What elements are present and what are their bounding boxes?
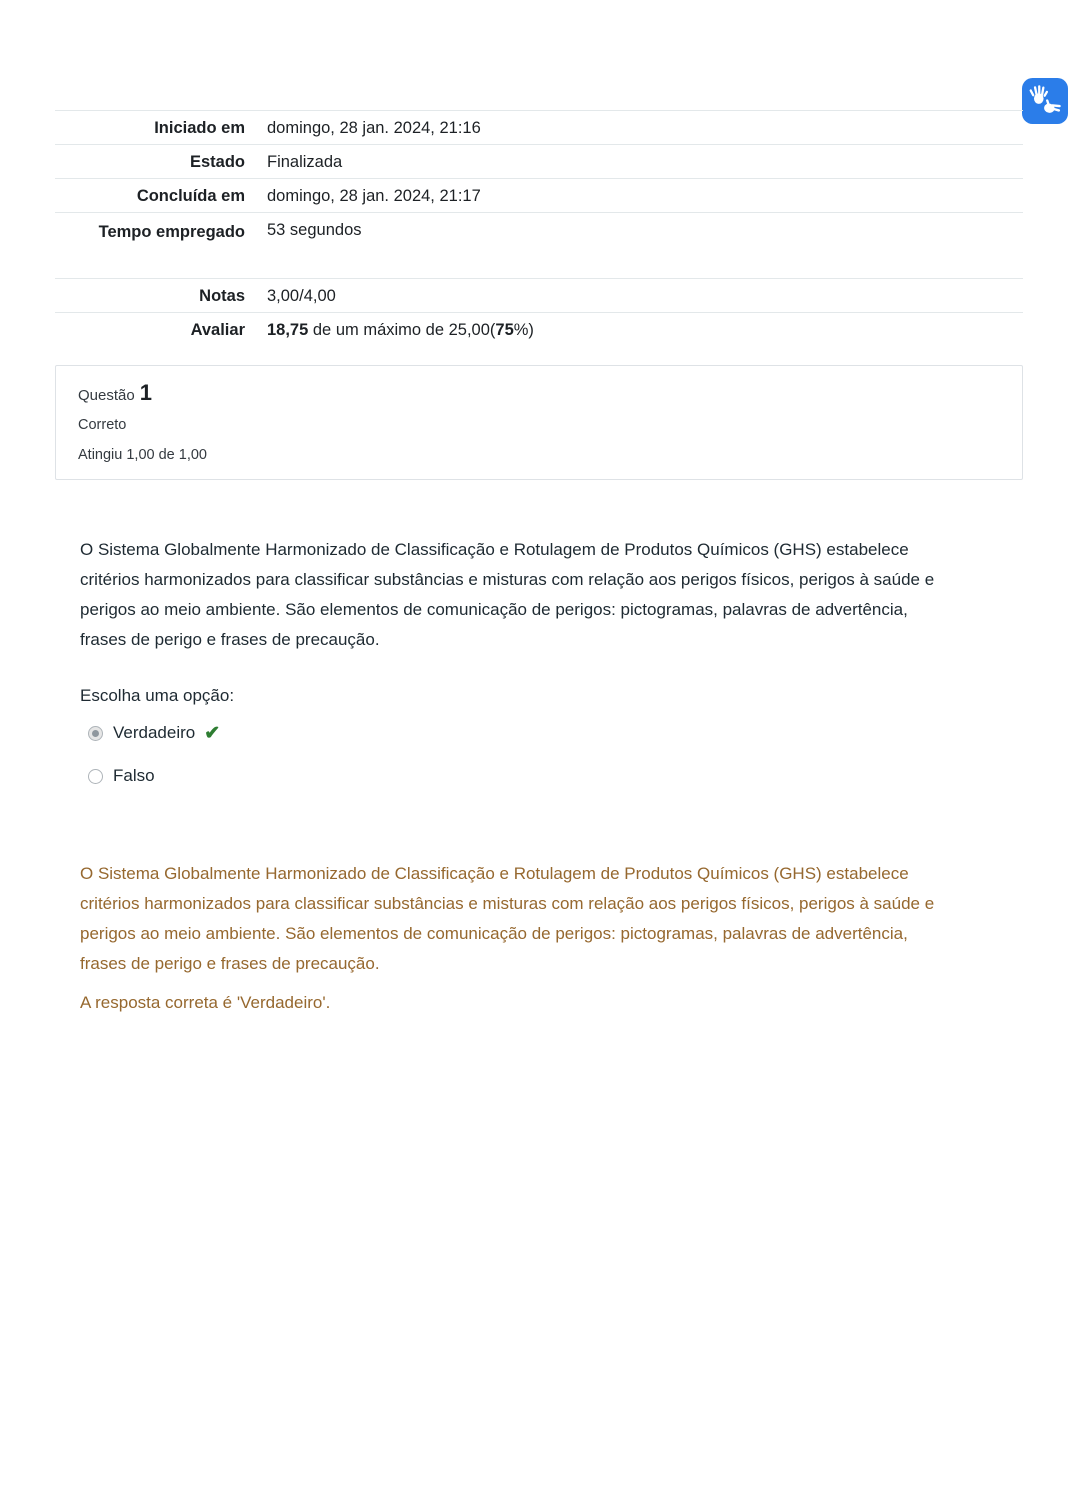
answer-prompt: Escolha uma opção: (80, 686, 235, 705)
general-feedback-text: O Sistema Globalmente Harmonizado de Classificação e Rotulagem de Produtos Químicos (GHS) estabelece critérios harmonizados para classificar substâncias e misturas com relação aos perigos físicos, perigos à saúde e perigos ao meio ambiente. São elementos de comunicação de perigos: pictogramas, palavras de advertência, frases de perigo e frases de precaução. (80, 864, 935, 973)
correct-check-icon: ✔ (204, 722, 221, 744)
right-answer-text: A resposta correta é 'Verdadeiro'. (80, 993, 331, 1012)
row-label: Notas (199, 287, 245, 305)
question-number-line (78, 380, 1000, 406)
option-falso[interactable] (88, 766, 155, 786)
table-row-grade (55, 312, 1023, 346)
radio-verdadeiro[interactable] (88, 726, 103, 741)
row-label: Avaliar (190, 321, 245, 339)
option-label: Verdadeiro (113, 723, 196, 742)
question-label: Questão (78, 387, 135, 404)
row-value: domingo, 28 jan. 2024, 21:16 (267, 119, 481, 137)
table-row-completed (55, 178, 1023, 212)
table-row-marks (55, 278, 1023, 312)
sign-language-accessibility-button[interactable] (1022, 78, 1068, 124)
table-row-state (55, 144, 1023, 178)
option-verdadeiro[interactable] (88, 723, 220, 743)
row-label: Iniciado em (154, 119, 245, 137)
question-text: O Sistema Globalmente Harmonizado de Classificação e Rotulagem de Produtos Químicos (GHS) estabelece critérios harmonizados para classificar substâncias e misturas com relação aos perigos físicos, perigos à saúde e perigos ao meio ambiente. São elementos de comunicação de perigos: pictogramas, palavras de advertência, frases de perigo e frases de precaução. (80, 540, 935, 649)
question-number: 1 (139, 380, 152, 405)
sign-language-hands-icon (1022, 112, 1068, 127)
radio-falso[interactable] (88, 769, 103, 784)
question-grade: Atingiu 1,00 de 1,00 (78, 447, 207, 463)
table-row-started (55, 110, 1023, 144)
row-value: domingo, 28 jan. 2024, 21:17 (267, 187, 481, 205)
row-label: Tempo empregado (98, 223, 245, 241)
question-state: Correto (78, 417, 127, 433)
table-row-time-taken (55, 212, 1023, 278)
option-label: Falso (113, 766, 155, 785)
row-value: Finalizada (267, 153, 343, 171)
row-value: 3,00/4,00 (267, 287, 336, 305)
row-label: Concluída em (136, 187, 245, 205)
attempt-summary-table (55, 110, 1023, 346)
row-value-grade: 18,75 de um máximo de 25,00(75%) (267, 321, 534, 339)
row-value: 53 segundos (267, 221, 362, 239)
row-label: Estado (189, 153, 245, 171)
question-info-box (55, 365, 1023, 480)
